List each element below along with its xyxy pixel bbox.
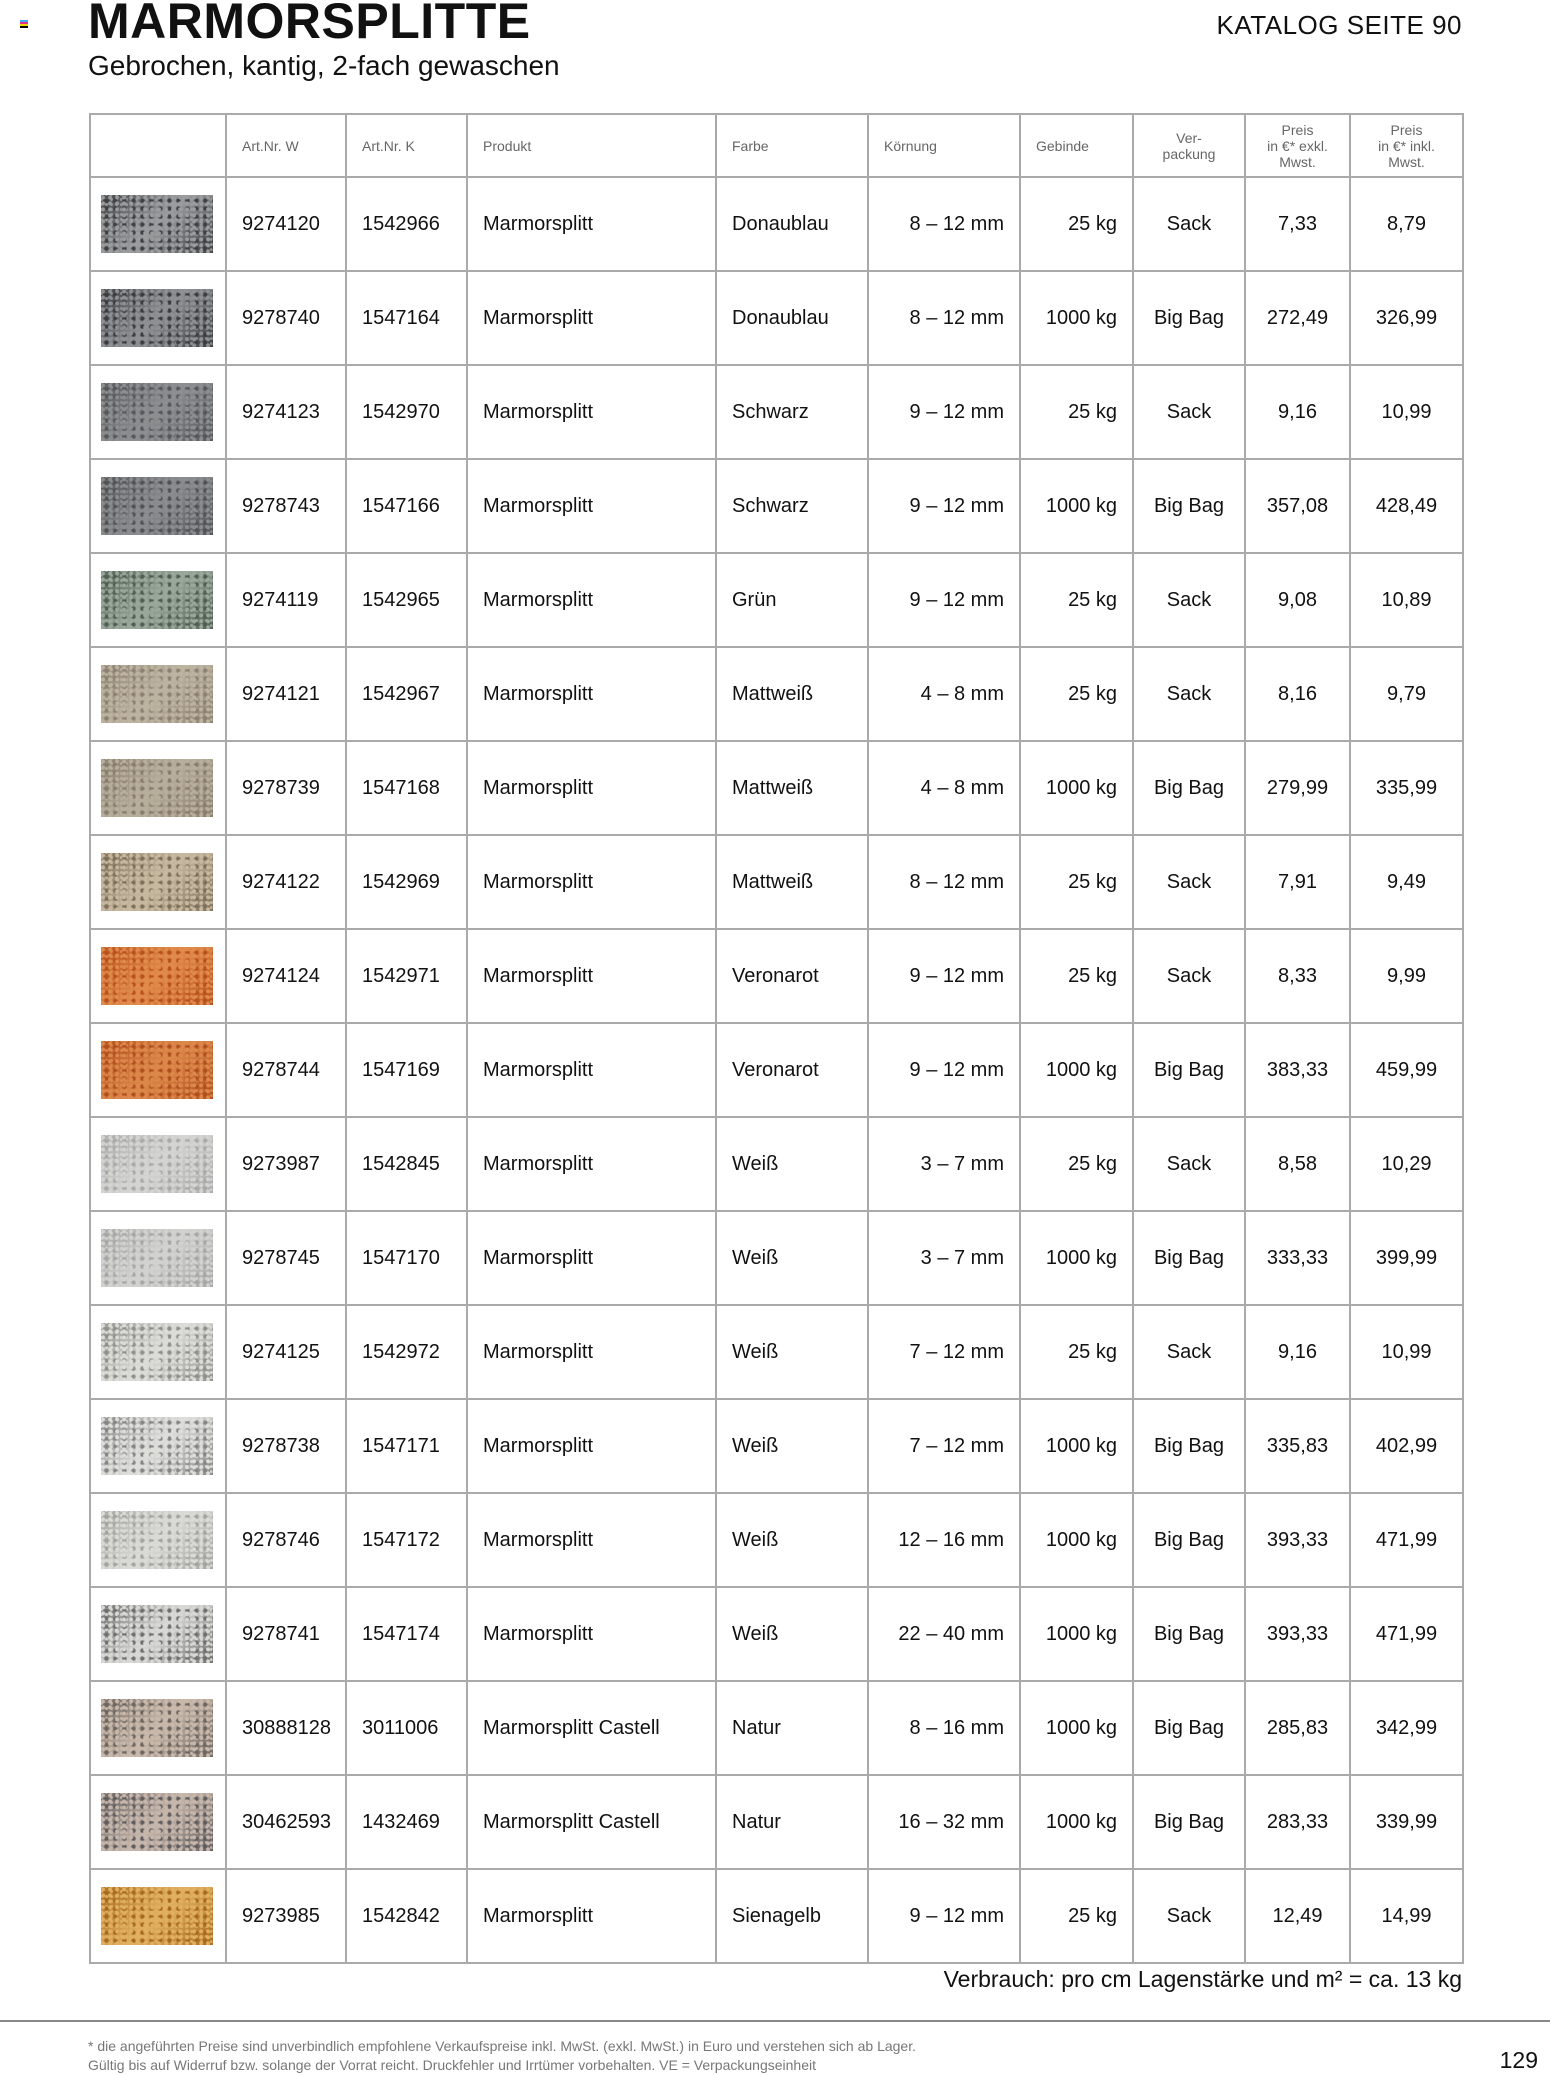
table-header-row (90, 114, 1463, 177)
table-row (90, 647, 1463, 741)
cell-art-w: 9274124 (226, 929, 346, 1023)
cell-gebinde: 1000 kg (1020, 1493, 1133, 1587)
cell-exkl: 333,33 (1245, 1211, 1350, 1305)
cell-verpackung: Sack (1133, 1869, 1245, 1963)
column-header: Preis in €* exkl. Mwst. (1245, 114, 1350, 177)
cell-produkt: Marmorsplitt (467, 929, 716, 1023)
cell-art-w: 9278741 (226, 1587, 346, 1681)
cell-art-w: 9274121 (226, 647, 346, 741)
cell-produkt: Marmorsplitt Castell (467, 1775, 716, 1869)
product-table (89, 113, 1464, 1964)
footnote-line-1: * die angeführten Preise sind unverbindlich empfohlene Verkaufspreise inkl. MwSt. (exkl. MwSt.) in Euro und verstehen sich ab Lager. (88, 2038, 916, 2054)
column-header: Farbe (716, 114, 868, 177)
cell-farbe: Mattweiß (716, 835, 868, 929)
table-row (90, 1681, 1463, 1775)
cell-koernung: 8 – 12 mm (868, 271, 1020, 365)
stone-swatch-image (101, 195, 213, 253)
cell-farbe: Weiß (716, 1117, 868, 1211)
cell-farbe: Natur (716, 1775, 868, 1869)
swatch-cell (90, 1587, 226, 1681)
swatch-cell (90, 459, 226, 553)
cell-produkt: Marmorsplitt (467, 1305, 716, 1399)
cell-inkl: 10,99 (1350, 365, 1463, 459)
cell-farbe: Weiß (716, 1305, 868, 1399)
swatch-cell (90, 1211, 226, 1305)
stone-swatch-image (101, 1511, 213, 1569)
cell-koernung: 8 – 12 mm (868, 177, 1020, 271)
column-header: Ver- packung (1133, 114, 1245, 177)
cell-verpackung: Sack (1133, 647, 1245, 741)
swatch-cell (90, 365, 226, 459)
cell-art-w: 9278743 (226, 459, 346, 553)
cell-art-w: 9278744 (226, 1023, 346, 1117)
column-header: Art.Nr. K (346, 114, 467, 177)
cell-exkl: 8,33 (1245, 929, 1350, 1023)
table-row (90, 1587, 1463, 1681)
cell-koernung: 16 – 32 mm (868, 1775, 1020, 1869)
stone-swatch-image (101, 1417, 213, 1475)
cell-inkl: 459,99 (1350, 1023, 1463, 1117)
table-row (90, 1869, 1463, 1963)
cell-inkl: 9,99 (1350, 929, 1463, 1023)
table-row (90, 365, 1463, 459)
cell-farbe: Mattweiß (716, 741, 868, 835)
cell-koernung: 22 – 40 mm (868, 1587, 1020, 1681)
cell-produkt: Marmorsplitt (467, 1869, 716, 1963)
footnote-line-2: Gültig bis auf Widerruf bzw. solange der Vorrat reicht. Druckfehler und Irrtümer vorbehalten. VE = Verpackungseinheit (88, 2057, 816, 2073)
stone-swatch-image (101, 759, 213, 817)
cell-farbe: Natur (716, 1681, 868, 1775)
stone-swatch-image (101, 1699, 213, 1757)
cell-farbe: Donaublau (716, 177, 868, 271)
cell-verpackung: Big Bag (1133, 1211, 1245, 1305)
cell-inkl: 14,99 (1350, 1869, 1463, 1963)
table-row (90, 741, 1463, 835)
stone-swatch-image (101, 1887, 213, 1945)
cell-verpackung: Big Bag (1133, 741, 1245, 835)
cell-gebinde: 1000 kg (1020, 1023, 1133, 1117)
stone-swatch-image (101, 1041, 213, 1099)
cell-farbe: Schwarz (716, 459, 868, 553)
cell-farbe: Veronarot (716, 929, 868, 1023)
cell-inkl: 10,29 (1350, 1117, 1463, 1211)
cell-art-k: 1542971 (346, 929, 467, 1023)
cell-art-w: 9274123 (226, 365, 346, 459)
cell-exkl: 283,33 (1245, 1775, 1350, 1869)
cell-produkt: Marmorsplitt (467, 1493, 716, 1587)
table-row (90, 553, 1463, 647)
cell-produkt: Marmorsplitt (467, 271, 716, 365)
cell-produkt: Marmorsplitt (467, 1023, 716, 1117)
cell-farbe: Sienagelb (716, 1869, 868, 1963)
cell-koernung: 9 – 12 mm (868, 1023, 1020, 1117)
cell-art-w: 9274119 (226, 553, 346, 647)
cell-gebinde: 1000 kg (1020, 741, 1133, 835)
cell-verpackung: Big Bag (1133, 459, 1245, 553)
cell-koernung: 4 – 8 mm (868, 647, 1020, 741)
column-header: Art.Nr. W (226, 114, 346, 177)
cell-inkl: 428,49 (1350, 459, 1463, 553)
cell-gebinde: 1000 kg (1020, 459, 1133, 553)
stone-swatch-image (101, 947, 213, 1005)
page-subtitle: Gebrochen, kantig, 2-fach gewaschen (88, 50, 560, 81)
cell-inkl: 399,99 (1350, 1211, 1463, 1305)
cell-exkl: 285,83 (1245, 1681, 1350, 1775)
cell-art-k: 1542972 (346, 1305, 467, 1399)
cell-verpackung: Big Bag (1133, 1493, 1245, 1587)
cell-art-k: 1542845 (346, 1117, 467, 1211)
cell-gebinde: 25 kg (1020, 1869, 1133, 1963)
cell-gebinde: 25 kg (1020, 365, 1133, 459)
cell-produkt: Marmorsplitt (467, 741, 716, 835)
cell-verpackung: Sack (1133, 835, 1245, 929)
consumption-note (944, 1966, 1462, 1993)
cell-koernung: 9 – 12 mm (868, 365, 1020, 459)
cell-inkl: 9,79 (1350, 647, 1463, 741)
table-row (90, 1493, 1463, 1587)
cell-farbe: Weiß (716, 1211, 868, 1305)
cell-art-k: 3011006 (346, 1681, 467, 1775)
cell-exkl: 9,16 (1245, 1305, 1350, 1399)
cell-exkl: 8,16 (1245, 647, 1350, 741)
cell-art-k: 1542966 (346, 177, 467, 271)
cell-art-k: 1542969 (346, 835, 467, 929)
cell-koernung: 7 – 12 mm (868, 1399, 1020, 1493)
swatch-cell (90, 1869, 226, 1963)
cell-art-w: 9278739 (226, 741, 346, 835)
cell-gebinde: 25 kg (1020, 835, 1133, 929)
swatch-cell (90, 1775, 226, 1869)
cell-exkl: 7,33 (1245, 177, 1350, 271)
cell-farbe: Weiß (716, 1587, 868, 1681)
table-row (90, 271, 1463, 365)
table-row (90, 1399, 1463, 1493)
cell-produkt: Marmorsplitt (467, 177, 716, 271)
cell-gebinde: 1000 kg (1020, 1775, 1133, 1869)
cell-koernung: 8 – 16 mm (868, 1681, 1020, 1775)
cell-gebinde: 1000 kg (1020, 1587, 1133, 1681)
cell-exkl: 9,16 (1245, 365, 1350, 459)
footer-divider (0, 2020, 1550, 2022)
cell-verpackung: Big Bag (1133, 1775, 1245, 1869)
cell-art-k: 1547174 (346, 1587, 467, 1681)
cell-gebinde: 1000 kg (1020, 1399, 1133, 1493)
cell-art-w: 9278738 (226, 1399, 346, 1493)
cell-produkt: Marmorsplitt (467, 459, 716, 553)
cell-art-w: 9278740 (226, 271, 346, 365)
cell-koernung: 3 – 7 mm (868, 1117, 1020, 1211)
cell-produkt: Marmorsplitt (467, 365, 716, 459)
cell-verpackung: Sack (1133, 1305, 1245, 1399)
cell-verpackung: Sack (1133, 177, 1245, 271)
cell-art-w: 9274125 (226, 1305, 346, 1399)
cell-gebinde: 1000 kg (1020, 1211, 1133, 1305)
cell-art-w: 9278746 (226, 1493, 346, 1587)
cell-gebinde: 25 kg (1020, 1117, 1133, 1211)
stone-swatch-image (101, 477, 213, 535)
stone-swatch-image (101, 1229, 213, 1287)
stone-swatch-image (101, 1793, 213, 1851)
swatch-cell (90, 1681, 226, 1775)
catalog-page-reference: KATALOG SEITE 90 (1216, 10, 1462, 40)
cell-verpackung: Sack (1133, 365, 1245, 459)
cell-exkl: 393,33 (1245, 1587, 1350, 1681)
cell-koernung: 3 – 7 mm (868, 1211, 1020, 1305)
cell-farbe: Weiß (716, 1399, 868, 1493)
cell-exkl: 335,83 (1245, 1399, 1350, 1493)
cell-gebinde: 1000 kg (1020, 1681, 1133, 1775)
cell-art-w: 9273985 (226, 1869, 346, 1963)
cell-exkl: 383,33 (1245, 1023, 1350, 1117)
cell-koernung: 12 – 16 mm (868, 1493, 1020, 1587)
swatch-cell (90, 835, 226, 929)
table-row (90, 1211, 1463, 1305)
swatch-cell (90, 647, 226, 741)
cell-farbe: Veronarot (716, 1023, 868, 1117)
table-row (90, 1305, 1463, 1399)
cell-gebinde: 1000 kg (1020, 271, 1133, 365)
table-row (90, 929, 1463, 1023)
cell-art-w: 9273987 (226, 1117, 346, 1211)
cell-farbe: Weiß (716, 1493, 868, 1587)
cell-inkl: 471,99 (1350, 1587, 1463, 1681)
cell-gebinde: 25 kg (1020, 929, 1133, 1023)
cell-verpackung: Big Bag (1133, 271, 1245, 365)
cell-koernung: 4 – 8 mm (868, 741, 1020, 835)
cell-art-k: 1547169 (346, 1023, 467, 1117)
cell-farbe: Schwarz (716, 365, 868, 459)
footnote (88, 2037, 916, 2075)
cell-koernung: 9 – 12 mm (868, 553, 1020, 647)
cell-exkl: 7,91 (1245, 835, 1350, 929)
cell-verpackung: Big Bag (1133, 1023, 1245, 1117)
table-row (90, 1775, 1463, 1869)
cell-inkl: 402,99 (1350, 1399, 1463, 1493)
cell-koernung: 9 – 12 mm (868, 1869, 1020, 1963)
column-header: Körnung (868, 114, 1020, 177)
cell-koernung: 9 – 12 mm (868, 459, 1020, 553)
cell-inkl: 10,89 (1350, 553, 1463, 647)
table-row (90, 459, 1463, 553)
swatch-cell (90, 929, 226, 1023)
cell-produkt: Marmorsplitt (467, 835, 716, 929)
cell-exkl: 272,49 (1245, 271, 1350, 365)
table-row (90, 1023, 1463, 1117)
cell-exkl: 12,49 (1245, 1869, 1350, 1963)
cell-art-k: 1547166 (346, 459, 467, 553)
cell-produkt: Marmorsplitt (467, 647, 716, 741)
cell-farbe: Donaublau (716, 271, 868, 365)
cell-exkl: 9,08 (1245, 553, 1350, 647)
cell-inkl: 471,99 (1350, 1493, 1463, 1587)
cell-produkt: Marmorsplitt (467, 1587, 716, 1681)
cell-art-w: 9274122 (226, 835, 346, 929)
column-header (90, 114, 226, 177)
cell-koernung: 8 – 12 mm (868, 835, 1020, 929)
table-row (90, 177, 1463, 271)
cell-farbe: Mattweiß (716, 647, 868, 741)
cell-art-w: 30888128 (226, 1681, 346, 1775)
cell-art-k: 1432469 (346, 1775, 467, 1869)
column-header: Produkt (467, 114, 716, 177)
cell-gebinde: 25 kg (1020, 647, 1133, 741)
cell-produkt: Marmorsplitt (467, 1117, 716, 1211)
cell-art-k: 1547168 (346, 741, 467, 835)
cell-produkt: Marmorsplitt (467, 553, 716, 647)
cell-inkl: 339,99 (1350, 1775, 1463, 1869)
swatch-cell (90, 1305, 226, 1399)
cell-inkl: 9,49 (1350, 835, 1463, 929)
cell-verpackung: Sack (1133, 1117, 1245, 1211)
cell-gebinde: 25 kg (1020, 1305, 1133, 1399)
cell-art-k: 1547170 (346, 1211, 467, 1305)
cell-koernung: 7 – 12 mm (868, 1305, 1020, 1399)
cell-verpackung: Big Bag (1133, 1681, 1245, 1775)
column-header: Preis in €* inkl. Mwst. (1350, 114, 1463, 177)
cell-produkt: Marmorsplitt (467, 1211, 716, 1305)
cell-art-k: 1547172 (346, 1493, 467, 1587)
cell-art-k: 1542970 (346, 365, 467, 459)
swatch-cell (90, 177, 226, 271)
table-row (90, 835, 1463, 929)
cell-exkl: 279,99 (1245, 741, 1350, 835)
stone-swatch-image (101, 383, 213, 441)
cell-exkl: 8,58 (1245, 1117, 1350, 1211)
cell-art-w: 9274120 (226, 177, 346, 271)
swatch-cell (90, 741, 226, 835)
stone-swatch-image (101, 571, 213, 629)
cell-verpackung: Big Bag (1133, 1399, 1245, 1493)
cell-art-k: 1547164 (346, 271, 467, 365)
swatch-cell (90, 1493, 226, 1587)
stone-swatch-image (101, 1323, 213, 1381)
stone-swatch-image (101, 1135, 213, 1193)
cell-exkl: 393,33 (1245, 1493, 1350, 1587)
cell-verpackung: Sack (1133, 929, 1245, 1023)
swatch-cell (90, 1399, 226, 1493)
swatch-cell (90, 1117, 226, 1211)
cell-verpackung: Big Bag (1133, 1587, 1245, 1681)
cell-koernung: 9 – 12 mm (868, 929, 1020, 1023)
cell-art-k: 1547171 (346, 1399, 467, 1493)
cell-art-k: 1542965 (346, 553, 467, 647)
page-title: MARMORSPLITTE (88, 0, 531, 49)
cell-inkl: 342,99 (1350, 1681, 1463, 1775)
cell-gebinde: 25 kg (1020, 177, 1133, 271)
cell-produkt: Marmorsplitt Castell (467, 1681, 716, 1775)
consumption-note-text: Verbrauch: pro cm Lagenstärke und m² = ca. 13 kg (943, 1966, 1462, 1992)
cell-produkt: Marmorsplitt (467, 1399, 716, 1493)
page-number: 129 (1499, 2047, 1538, 2073)
stone-swatch-image (101, 665, 213, 723)
stone-swatch-image (101, 1605, 213, 1663)
cell-inkl: 10,99 (1350, 1305, 1463, 1399)
cell-exkl: 357,08 (1245, 459, 1350, 553)
cell-art-k: 1542842 (346, 1869, 467, 1963)
stone-swatch-image (101, 289, 213, 347)
swatch-cell (90, 1023, 226, 1117)
cell-art-w: 30462593 (226, 1775, 346, 1869)
column-header: Gebinde (1020, 114, 1133, 177)
swatch-cell (90, 271, 226, 365)
cell-art-w: 9278745 (226, 1211, 346, 1305)
swatch-cell (90, 553, 226, 647)
cell-inkl: 326,99 (1350, 271, 1463, 365)
cell-art-k: 1542967 (346, 647, 467, 741)
cell-farbe: Grün (716, 553, 868, 647)
cell-inkl: 8,79 (1350, 177, 1463, 271)
table-row (90, 1117, 1463, 1211)
stone-swatch-image (101, 853, 213, 911)
cell-gebinde: 25 kg (1020, 553, 1133, 647)
print-color-mark (20, 20, 28, 28)
cell-verpackung: Sack (1133, 553, 1245, 647)
cell-inkl: 335,99 (1350, 741, 1463, 835)
